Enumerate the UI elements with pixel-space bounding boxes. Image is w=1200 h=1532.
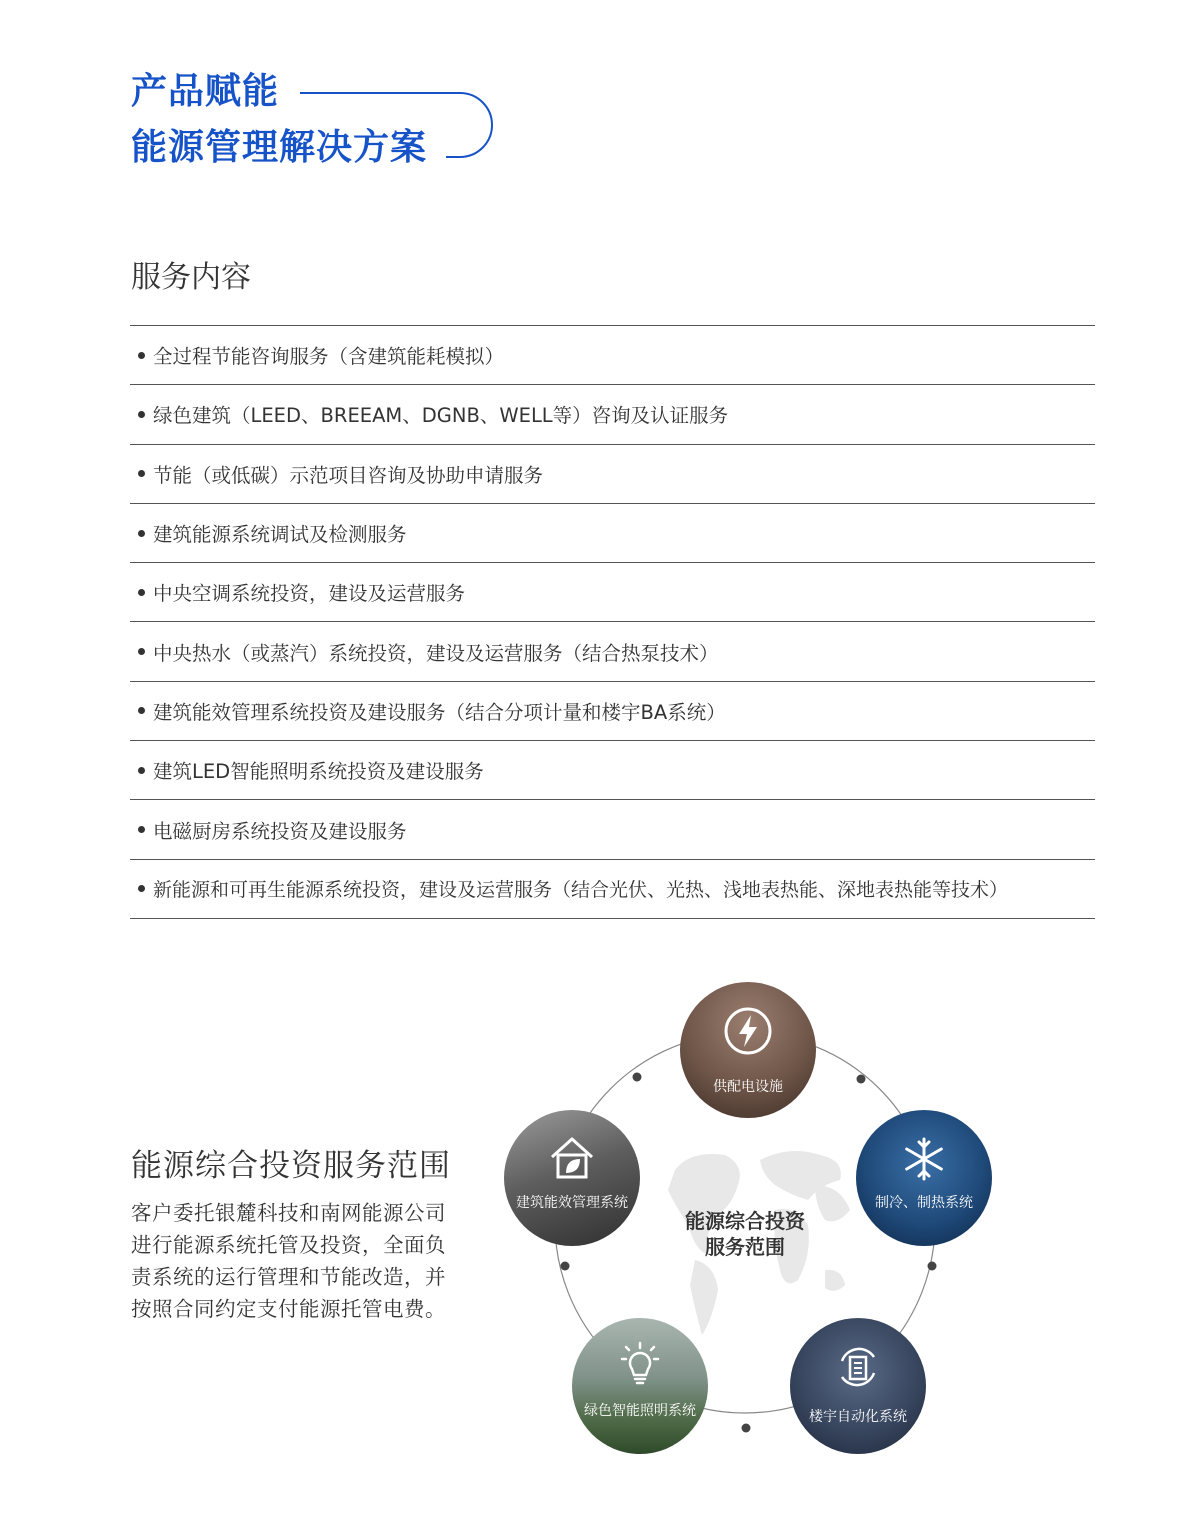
bullet-icon [138, 589, 145, 596]
service-text: 建筑LED智能照明系统投资及建设服务 [153, 760, 484, 784]
diagram-center-label [645, 1208, 845, 1260]
node-hvac [856, 1110, 992, 1246]
node-green-lighting [572, 1318, 708, 1454]
house-leaf-icon [544, 1131, 600, 1187]
scope-diagram [490, 970, 1030, 1470]
center-label-line2: 服务范围 [705, 1235, 785, 1259]
bullet-icon [138, 767, 145, 774]
service-text: 中央空调系统投资，建设及运营服务 [153, 582, 466, 606]
node-label: 制冷、制热系统 [875, 1195, 973, 1211]
services-title: 服务内容 [131, 260, 251, 295]
bullet-icon [138, 352, 145, 359]
lightbulb-icon [612, 1339, 668, 1395]
service-text: 新能源和可再生能源系统投资，建设及运营服务（结合光伏、光热、浅地表热能、深地表热能等技术） [153, 879, 1009, 902]
bullet-icon [138, 648, 145, 655]
service-item [130, 622, 1095, 681]
scope-title: 能源综合投资服务范围 [131, 1148, 451, 1184]
scope-description: 客户委托银麓科技和南网能源公司进行能源系统托管及投资，全面负责系统的运行管理和节能改造，并按照合同约定支付能源托管电费。 [131, 1201, 446, 1321]
service-item [130, 800, 1095, 859]
building-cycle-icon [830, 1339, 886, 1395]
bullet-icon [138, 707, 145, 714]
page-title-line2: 能源管理解决方案 [131, 127, 428, 168]
service-item [130, 860, 1095, 919]
service-item [130, 741, 1095, 800]
service-list [130, 325, 1095, 919]
bullet-icon [138, 826, 145, 833]
node-label: 供配电设施 [713, 1079, 783, 1095]
service-item [130, 504, 1095, 563]
service-text: 建筑能源系统调试及检测服务 [153, 523, 407, 547]
lightning-icon [720, 1003, 776, 1059]
page-header [0, 0, 1200, 200]
node-building-automation [790, 1318, 926, 1454]
snowflake-icon [900, 1135, 948, 1183]
node-energy-management [504, 1110, 640, 1246]
service-text: 节能（或低碳）示范项目咨询及协助申请服务 [153, 463, 544, 487]
service-item [130, 563, 1095, 622]
node-label: 楼宇自动化系统 [809, 1409, 907, 1425]
service-item [130, 445, 1095, 504]
service-text: 全过程节能咨询服务（含建筑能耗模拟） [153, 345, 505, 369]
service-item [130, 385, 1095, 444]
page-title-line1: 产品赋能 [131, 71, 280, 112]
center-label-line1: 能源综合投资 [685, 1209, 805, 1233]
bullet-icon [138, 470, 145, 477]
service-item [130, 326, 1095, 385]
node-label: 绿色智能照明系统 [584, 1403, 696, 1419]
bullet-icon [138, 885, 145, 892]
node-power-supply [680, 982, 816, 1118]
bullet-icon [138, 411, 145, 418]
header-decor-line [0, 0, 520, 200]
service-text: 电磁厨房系统投资及建设服务 [153, 819, 407, 843]
service-text: 建筑能效管理系统投资及建设服务（结合分项计量和楼宇BA系统） [153, 700, 726, 724]
service-text: 绿色建筑（LEED、BREEAM、DGNB、WELL等）咨询及认证服务 [153, 404, 729, 428]
node-label: 建筑能效管理系统 [516, 1195, 628, 1211]
bullet-icon [138, 530, 145, 537]
service-text: 中央热水（或蒸汽）系统投资，建设及运营服务（结合热泵技术） [153, 641, 719, 665]
service-item [130, 682, 1095, 741]
